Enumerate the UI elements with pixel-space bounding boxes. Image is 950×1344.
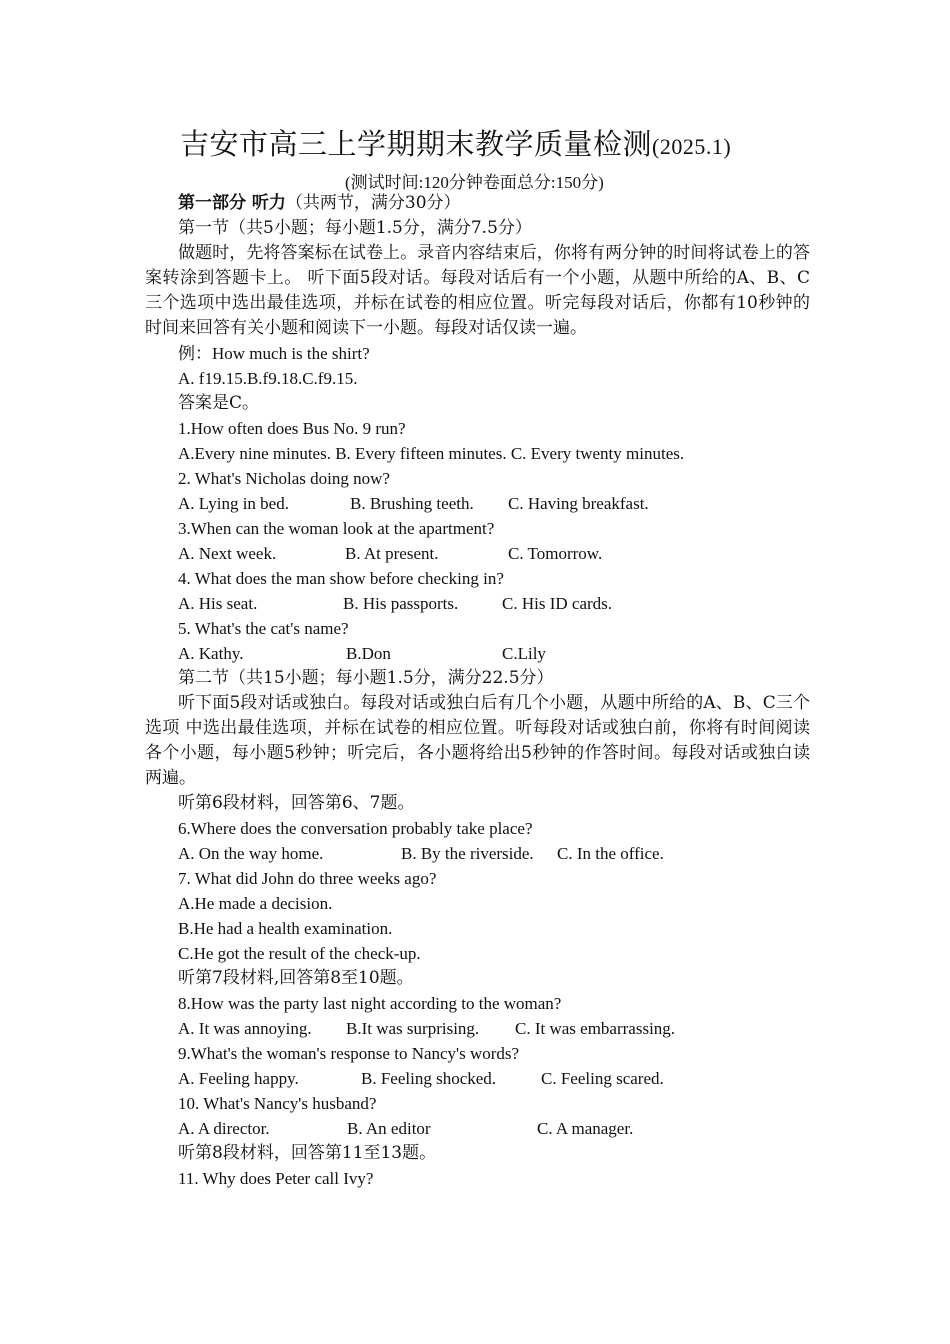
option-a: A. His seat. (178, 594, 258, 613)
part-heading-note: （共两节，满分30分） (285, 193, 461, 213)
option-b: B. Feeling shocked. (361, 1069, 497, 1088)
title-year: (2025.1) (652, 134, 732, 159)
part-heading (145, 191, 810, 216)
option-a: A.He made a decision. (178, 894, 333, 913)
exam-subtitle: (测试时间:120分钟卷面总分:150分) (345, 173, 604, 192)
example-answer: 答案是C。 (178, 393, 260, 413)
title-text: 吉安市高三上学期期末教学质量检测 (180, 127, 653, 161)
part-heading-title: 第一部分 听力 (178, 193, 286, 213)
question: 6.Where does the conversation probably take place? (178, 819, 533, 838)
example-options: A. f19.15.B.f9.18.C.f9.15. (178, 369, 358, 388)
material-heading: 听第7段材料,回答第8至10题。 (178, 968, 414, 988)
option-c: C. Having breakfast. (508, 494, 649, 513)
question: 11. Why does Peter call Ivy? (178, 1169, 374, 1188)
option-b: B. His passports. (343, 594, 459, 613)
option-b: B.It was surprising. (346, 1019, 480, 1038)
option-c: C. His ID cards. (502, 594, 613, 613)
material-heading: 听第8段材料，回答第11至13题。 (178, 1143, 437, 1163)
option-c: C.He got the result of the check-up. (178, 944, 421, 963)
option-b: B. By the riverside. (401, 844, 534, 863)
question: 10. What's Nancy's husband? (178, 1094, 377, 1113)
question: 7. What did John do three weeks ago? (178, 869, 437, 888)
instructions: 听下面5段对话或独白。每段对话或独白后有几个小题，从题中所给的A、B、C三个选项 中选出最佳选项，并标在试卷的相应位置。听每段对话或独白前，你将有时间阅读各个小题，每小题5秒钟；听完后，各小题将给出5秒钟的作答时间。每段对话或独白读两遍。 (145, 693, 810, 788)
section-heading: 第二节（共15小题；每小题1.5分，满分22.5分） (178, 668, 554, 688)
example-question: 例：How much is the shirt? (178, 344, 370, 363)
question-options (145, 1116, 810, 1141)
option-c: C.Lily (502, 644, 546, 663)
question-options (145, 491, 810, 516)
option-a: A. Kathy. (178, 644, 244, 663)
question: 9.What's the woman's response to Nancy's words? (178, 1044, 520, 1063)
question-options (145, 841, 810, 866)
option-a: A. Feeling happy. (178, 1069, 299, 1088)
question: 4. What does the man show before checking in? (178, 569, 504, 588)
option-b: B.Don (346, 644, 391, 663)
question-options (145, 1066, 810, 1091)
question: 1.How often does Bus No. 9 run? (178, 419, 406, 438)
option-b: B. An editor (347, 1119, 431, 1138)
question-options: A.Every nine minutes. B. Every fifteen minutes. C. Every twenty minutes. (178, 444, 685, 463)
option-c: C. It was embarrassing. (515, 1019, 676, 1038)
material-heading: 听第6段材料，回答第6、7题。 (178, 793, 415, 813)
exam-body (145, 191, 810, 1191)
page-title (180, 122, 731, 163)
question: 5. What's the cat's name? (178, 619, 349, 638)
question: 3.When can the woman look at the apartment? (178, 519, 495, 538)
option-a: A. On the way home. (178, 844, 324, 863)
option-b: B. At present. (345, 544, 439, 563)
question: 8.How was the party last night according to the woman? (178, 994, 562, 1013)
section-heading: 第一节（共5小题；每小题1.5分，满分7.5分） (178, 218, 532, 238)
instructions: 做题时，先将答案标在试卷上。录音内容结束后，你将有两分钟的时间将试卷上的答案转涂到答题卡上。 听下面5段对话。每段对话后有一个小题，从题中所给的A、B、C三个选项中选出最佳选项，并标在试卷的相应位置。听完每段对话后，你都有10秒钟的时间来回答有关小题和阅读下一小题。每段对话仅读一遍。 (145, 243, 810, 338)
question-options (145, 641, 810, 666)
option-b: B. Brushing teeth. (350, 494, 474, 513)
option-a: A. Next week. (178, 544, 277, 563)
question-options (145, 1016, 810, 1041)
option-c: C. A manager. (537, 1119, 634, 1138)
option-c: C. Tomorrow. (508, 544, 603, 563)
question-options (145, 541, 810, 566)
option-c: C. In the office. (557, 844, 664, 863)
option-c: C. Feeling scared. (541, 1069, 664, 1088)
option-a: A. Lying in bed. (178, 494, 289, 513)
option-b: B.He had a health examination. (178, 919, 393, 938)
option-a: A. It was annoying. (178, 1019, 312, 1038)
question: 2. What's Nicholas doing now? (178, 469, 390, 488)
option-a: A. A director. (178, 1119, 270, 1138)
question-options (145, 591, 810, 616)
